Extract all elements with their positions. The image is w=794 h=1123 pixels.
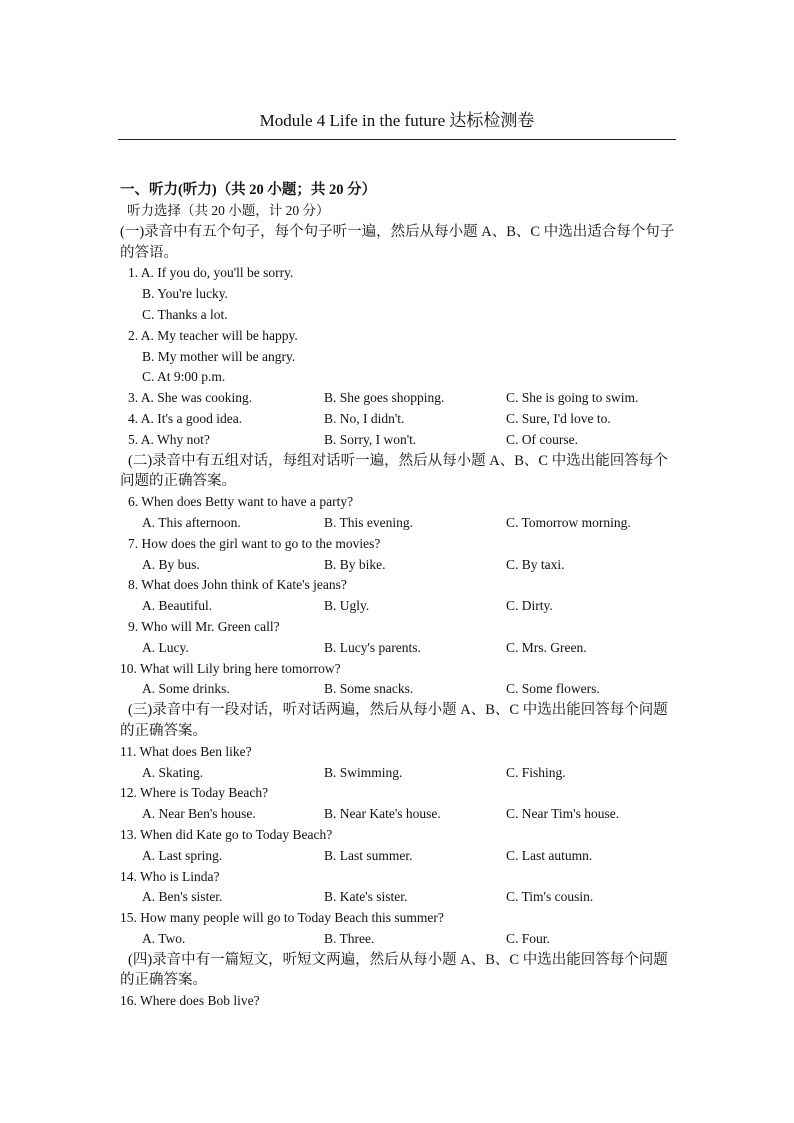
- q12-options: [120, 804, 680, 825]
- q2-option-b: B. My mother will be angry.: [142, 348, 296, 364]
- q9-option-b: B. Lucy's parents.: [324, 639, 421, 655]
- q11-options: [120, 763, 680, 784]
- q14-option-a: A. Ben's sister.: [142, 889, 223, 905]
- q8-option-c: C. Dirty.: [506, 598, 553, 614]
- q4-option-b: B. No, I didn't.: [324, 410, 405, 426]
- q7-question: 7. How does the girl want to go to the movies?: [128, 535, 381, 551]
- q14-option-c: C. Tim's cousin.: [506, 889, 594, 905]
- q13-options: [120, 846, 680, 867]
- q12-option-c: C. Near Tim's house.: [506, 806, 620, 822]
- q12-option-a: A. Near Ben's house.: [142, 806, 256, 822]
- q15-question: 15. How many people will go to Today Beach this summer?: [120, 910, 444, 926]
- q1-option-a: 1. A. If you do, you'll be sorry.: [128, 265, 294, 281]
- q14-options: [120, 887, 680, 908]
- q10-question: 10. What will Lily bring here tomorrow?: [120, 660, 341, 676]
- q9-options: [120, 638, 680, 659]
- q7-option-a: A. By bus.: [142, 556, 200, 572]
- exam-content: [120, 180, 680, 1012]
- q4-option-a: 4. A. It's a good idea.: [128, 410, 243, 426]
- q5-option-a: 5. A. Why not?: [128, 431, 210, 447]
- part2-instruction: (二)录音中有五组对话，每组对话听一遍，然后从每小题 A、B、C 中选出能回答每个问题的正确答案。: [120, 452, 668, 490]
- section-subheading: 听力选择（共 20 小题，计 20 分）: [127, 203, 330, 218]
- page-title: Module 4 Life in the future 达标检测卷: [259, 111, 535, 130]
- q11-option-b: B. Swimming.: [324, 764, 403, 780]
- q3-options: [120, 388, 680, 409]
- q6-option-c: C. Tomorrow morning.: [506, 514, 631, 530]
- q8-option-a: A. Beautiful.: [142, 598, 213, 614]
- q10-option-a: A. Some drinks.: [142, 681, 230, 697]
- part3-instruction: (三)录音中有一段对话，听对话两遍，然后从每小题 A、B、C 中选出能回答每个问题的正确答案。: [120, 702, 668, 739]
- q13-option-b: B. Last summer.: [324, 847, 413, 863]
- q13-question: 13. When did Kate go to Today Beach?: [120, 826, 333, 842]
- q6-question: 6. When does Betty want to have a party?: [128, 494, 354, 510]
- q15-option-b: B. Three.: [324, 930, 375, 946]
- q12-question: 12. Where is Today Beach?: [120, 785, 269, 801]
- q3-option-c: C. She is going to swim.: [506, 390, 639, 406]
- q15-options: [120, 929, 680, 950]
- q3-option-a: 3. A. She was cooking.: [128, 390, 253, 406]
- q9-option-c: C. Mrs. Green.: [506, 639, 587, 655]
- q12-option-b: B. Near Kate's house.: [324, 806, 441, 822]
- q5-options: [120, 430, 680, 451]
- q4-option-c: C. Sure, I'd love to.: [506, 410, 611, 426]
- q9-option-a: A. Lucy.: [142, 639, 189, 655]
- section-heading: 一、听力(听力)（共 20 小题；共 20 分）: [120, 182, 377, 198]
- q6-option-a: A. This afternoon.: [142, 514, 241, 530]
- q8-option-b: B. Ugly.: [324, 598, 370, 614]
- q8-question: 8. What does John think of Kate's jeans?: [128, 577, 347, 593]
- q7-option-b: B. By bike.: [324, 556, 386, 572]
- q15-option-c: C. Four.: [506, 930, 550, 946]
- q10-option-c: C. Some flowers.: [506, 681, 600, 697]
- q7-options: [120, 555, 680, 576]
- q9-question: 9. Who will Mr. Green call?: [128, 618, 280, 634]
- q2-option-a: 2. A. My teacher will be happy.: [128, 327, 298, 343]
- q5-option-c: C. Of course.: [506, 431, 578, 447]
- q10-option-b: B. Some snacks.: [324, 681, 414, 697]
- q6-options: [120, 513, 680, 534]
- part1-instruction: (一)录音中有五个句子，每个句子听一遍，然后从每小题 A、B、C 中选出适合每个句子的答语。: [120, 223, 675, 261]
- q8-options: [120, 596, 680, 617]
- q4-options: [120, 409, 680, 430]
- q5-option-b: B. Sorry, I won't.: [324, 431, 417, 447]
- part4-instruction: (四)录音中有一篇短文，听短文两遍，然后从每小题 A、B、C 中选出能回答每个问题的正确答案。: [120, 951, 668, 989]
- q11-option-c: C. Fishing.: [506, 764, 566, 780]
- q15-option-a: A. Two.: [142, 930, 186, 946]
- q1-option-b: B. You're lucky.: [142, 286, 228, 302]
- q2-option-c: C. At 9:00 p.m.: [142, 369, 226, 385]
- q14-option-b: B. Kate's sister.: [324, 889, 408, 905]
- q1-option-c: C. Thanks a lot.: [142, 306, 228, 322]
- title-divider: [118, 139, 676, 140]
- q14-question: 14. Who is Linda?: [120, 868, 220, 884]
- q6-option-b: B. This evening.: [324, 514, 413, 530]
- q16-question: 16. Where does Bob live?: [120, 993, 260, 1009]
- q13-option-a: A. Last spring.: [142, 847, 223, 863]
- q10-options: [120, 679, 680, 700]
- q3-option-b: B. She goes shopping.: [324, 390, 445, 406]
- q13-option-c: C. Last autumn.: [506, 847, 593, 863]
- q11-option-a: A. Skating.: [142, 764, 204, 780]
- q7-option-c: C. By taxi.: [506, 556, 565, 572]
- q11-question: 11. What does Ben like?: [120, 743, 252, 759]
